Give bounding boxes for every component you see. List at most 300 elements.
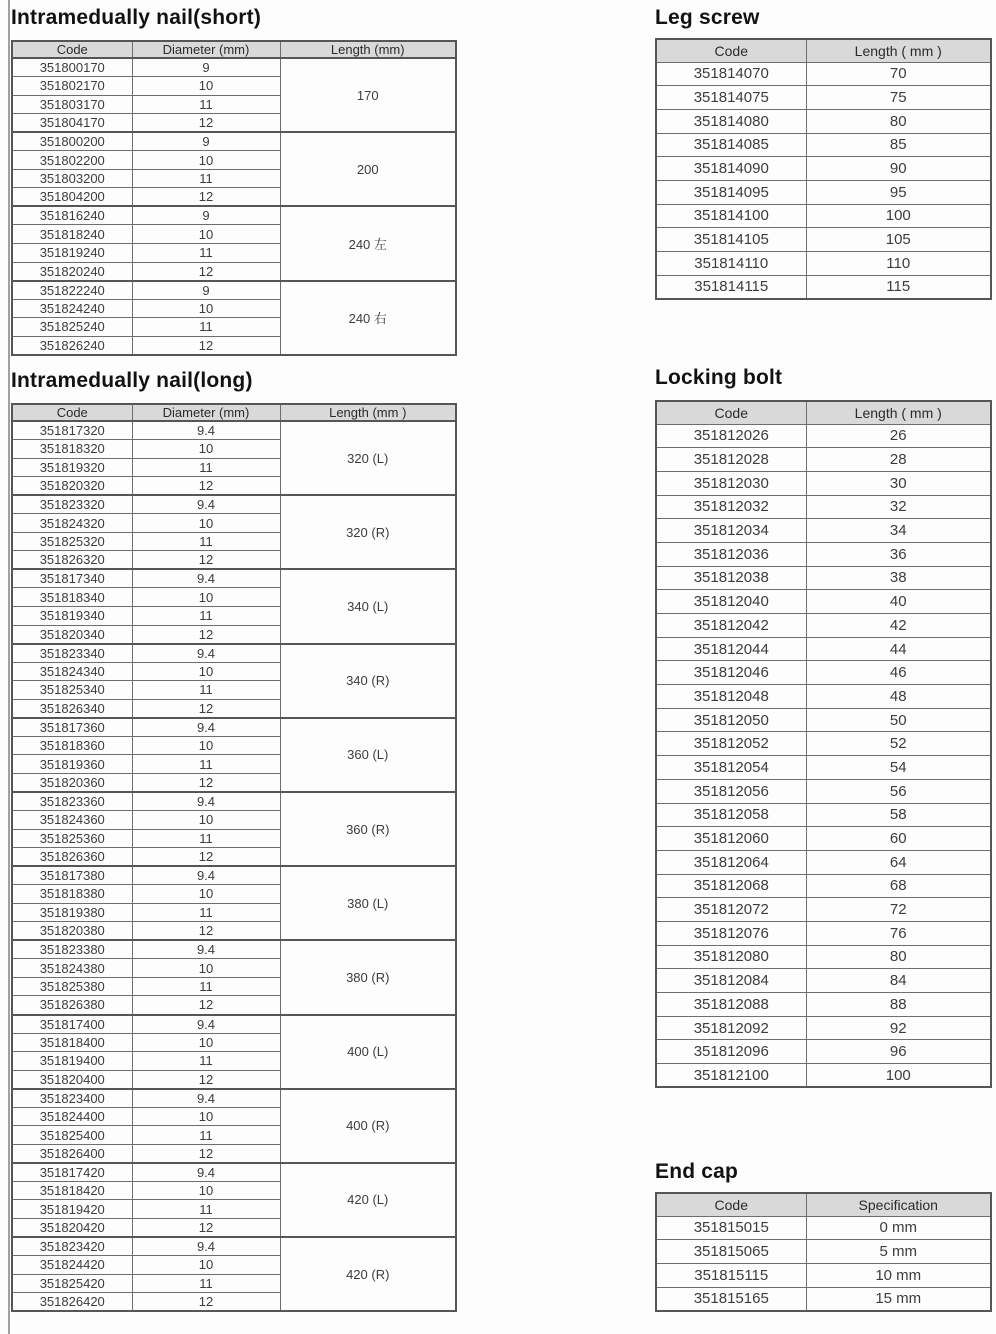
- value-cell: 60: [806, 827, 991, 851]
- table-row: [656, 803, 991, 827]
- code-cell: 351817380: [12, 866, 132, 885]
- diameter-cell: 9.4: [132, 940, 280, 959]
- code-cell: 351820320: [12, 477, 132, 496]
- diameter-cell: 12: [132, 922, 280, 941]
- table-row: [656, 1240, 991, 1264]
- diameter-cell: 12: [132, 773, 280, 792]
- header-row: [656, 1193, 991, 1216]
- code-cell: 351825360: [12, 829, 132, 848]
- diameter-cell: 9: [132, 281, 280, 300]
- table-row: [656, 1040, 991, 1064]
- value-cell: 58: [806, 803, 991, 827]
- table-row: [656, 708, 991, 732]
- code-cell: 351825340: [12, 681, 132, 700]
- column-header: Length ( mm ): [806, 39, 991, 62]
- diameter-cell: 9: [132, 206, 280, 225]
- code-cell: 351824240: [12, 299, 132, 318]
- table-row: [656, 850, 991, 874]
- diameter-cell: 11: [132, 95, 280, 114]
- table-row: [656, 133, 991, 157]
- value-cell: 92: [806, 1016, 991, 1040]
- code-cell: 351818380: [12, 885, 132, 904]
- code-cell: 351819320: [12, 458, 132, 477]
- nail-long-title: Intramedually nail(long): [11, 369, 253, 392]
- diameter-cell: 9.4: [132, 1163, 280, 1182]
- table-row: [656, 874, 991, 898]
- table-row: [656, 779, 991, 803]
- value-cell: 28: [806, 448, 991, 472]
- page-edge-line: [8, 0, 10, 1334]
- table-row: [656, 519, 991, 543]
- diameter-cell: 10: [132, 736, 280, 755]
- length-group-cell: 340 (L): [280, 569, 456, 643]
- table-row: [12, 1015, 456, 1034]
- code-cell: 351826380: [12, 996, 132, 1015]
- table-row: [656, 180, 991, 204]
- end-cap-table: [655, 1192, 992, 1312]
- code-cell: 351812060: [656, 827, 806, 851]
- diameter-cell: 10: [132, 959, 280, 978]
- code-cell: 351826360: [12, 848, 132, 867]
- diameter-cell: 11: [132, 903, 280, 922]
- table-row: [656, 898, 991, 922]
- code-cell: 351814105: [656, 228, 806, 252]
- table-row: [656, 62, 991, 86]
- code-cell: 351812042: [656, 614, 806, 638]
- code-cell: 351803170: [12, 95, 132, 114]
- code-cell: 351820420: [12, 1219, 132, 1238]
- diameter-cell: 12: [132, 625, 280, 644]
- diameter-cell: 12: [132, 996, 280, 1015]
- diameter-cell: 10: [132, 1107, 280, 1126]
- code-cell: 351823380: [12, 940, 132, 959]
- code-cell: 351823420: [12, 1237, 132, 1256]
- table-row: [12, 281, 456, 300]
- code-cell: 351814100: [656, 204, 806, 228]
- diameter-cell: 9.4: [132, 1089, 280, 1108]
- code-cell: 351818420: [12, 1181, 132, 1200]
- code-cell: 351803200: [12, 169, 132, 188]
- diameter-cell: 12: [132, 1219, 280, 1238]
- table-row: [12, 569, 456, 588]
- value-cell: 115: [806, 275, 991, 299]
- value-cell: 95: [806, 180, 991, 204]
- value-cell: 70: [806, 62, 991, 86]
- diameter-cell: 10: [132, 885, 280, 904]
- table-row: [656, 921, 991, 945]
- table-row: [656, 614, 991, 638]
- table-row: [656, 993, 991, 1017]
- code-cell: 351815065: [656, 1240, 806, 1264]
- header-row: [12, 404, 456, 421]
- code-cell: 351812084: [656, 969, 806, 993]
- diameter-cell: 11: [132, 169, 280, 188]
- length-group-cell: 360 (L): [280, 718, 456, 792]
- code-cell: 351818320: [12, 440, 132, 459]
- diameter-cell: 11: [132, 318, 280, 337]
- code-cell: 351824360: [12, 810, 132, 829]
- table-row: [12, 132, 456, 151]
- value-cell: 0 mm: [806, 1216, 991, 1240]
- code-cell: 351814075: [656, 86, 806, 110]
- diameter-cell: 9.4: [132, 792, 280, 811]
- column-header: Code: [656, 401, 806, 424]
- code-cell: 351814115: [656, 275, 806, 299]
- code-cell: 351814085: [656, 133, 806, 157]
- code-cell: 351823320: [12, 495, 132, 514]
- code-cell: 351802200: [12, 151, 132, 170]
- value-cell: 15 mm: [806, 1287, 991, 1311]
- code-cell: 351820240: [12, 262, 132, 281]
- code-cell: 351812096: [656, 1040, 806, 1064]
- table-row: [12, 940, 456, 959]
- value-cell: 75: [806, 86, 991, 110]
- value-cell: 80: [806, 945, 991, 969]
- length-group-cell: 380 (R): [280, 940, 456, 1014]
- value-cell: 10 mm: [806, 1263, 991, 1287]
- diameter-cell: 10: [132, 151, 280, 170]
- diameter-cell: 12: [132, 477, 280, 496]
- table-row: [12, 495, 456, 514]
- code-cell: 351815015: [656, 1216, 806, 1240]
- code-cell: 351819380: [12, 903, 132, 922]
- diameter-cell: 11: [132, 1274, 280, 1293]
- table-row: [656, 1016, 991, 1040]
- table-row: [656, 109, 991, 133]
- diameter-cell: 10: [132, 662, 280, 681]
- code-cell: 351825320: [12, 532, 132, 551]
- code-cell: 351804200: [12, 188, 132, 207]
- table-row: [656, 566, 991, 590]
- code-cell: 351812056: [656, 779, 806, 803]
- length-group-cell: 320 (L): [280, 421, 456, 495]
- diameter-cell: 11: [132, 1126, 280, 1145]
- diameter-cell: 9.4: [132, 495, 280, 514]
- code-cell: 351812052: [656, 732, 806, 756]
- code-cell: 351826240: [12, 336, 132, 355]
- value-cell: 32: [806, 495, 991, 519]
- length-group-cell: 400 (R): [280, 1089, 456, 1163]
- length-group-cell: 200: [280, 132, 456, 206]
- table-row: [12, 1089, 456, 1108]
- value-cell: 44: [806, 637, 991, 661]
- diameter-cell: 9.4: [132, 1015, 280, 1034]
- table-row: [656, 86, 991, 110]
- diameter-cell: 12: [132, 188, 280, 207]
- diameter-cell: 10: [132, 299, 280, 318]
- table-row: [12, 421, 456, 440]
- diameter-cell: 9.4: [132, 421, 280, 440]
- value-cell: 42: [806, 614, 991, 638]
- code-cell: 351812100: [656, 1064, 806, 1088]
- diameter-cell: 11: [132, 681, 280, 700]
- length-group-cell: 380 (L): [280, 866, 456, 940]
- locking-bolt-table: [655, 400, 992, 1088]
- code-cell: 351823360: [12, 792, 132, 811]
- code-cell: 351819420: [12, 1200, 132, 1219]
- code-cell: 351825380: [12, 977, 132, 996]
- diameter-cell: 12: [132, 262, 280, 281]
- diameter-cell: 11: [132, 829, 280, 848]
- column-header: Length (mm): [280, 41, 456, 58]
- code-cell: 351812050: [656, 708, 806, 732]
- value-cell: 38: [806, 566, 991, 590]
- length-group-cell: 400 (L): [280, 1015, 456, 1089]
- table-row: [656, 1263, 991, 1287]
- code-cell: 351812076: [656, 921, 806, 945]
- diameter-cell: 10: [132, 1033, 280, 1052]
- value-cell: 52: [806, 732, 991, 756]
- diameter-cell: 10: [132, 77, 280, 96]
- diameter-cell: 12: [132, 114, 280, 133]
- table-row: [656, 204, 991, 228]
- length-group-cell: 240 左: [280, 206, 456, 280]
- code-cell: 351817320: [12, 421, 132, 440]
- table-row: [12, 206, 456, 225]
- code-cell: 351817420: [12, 1163, 132, 1182]
- code-cell: 351812088: [656, 993, 806, 1017]
- code-cell: 351812080: [656, 945, 806, 969]
- value-cell: 34: [806, 519, 991, 543]
- header-row: [12, 41, 456, 58]
- code-cell: 351820360: [12, 773, 132, 792]
- value-cell: 96: [806, 1040, 991, 1064]
- code-cell: 351816240: [12, 206, 132, 225]
- value-cell: 56: [806, 779, 991, 803]
- code-cell: 351817400: [12, 1015, 132, 1034]
- table-row: [656, 275, 991, 299]
- code-cell: 351814110: [656, 252, 806, 276]
- table-row: [12, 644, 456, 663]
- table-row: [656, 471, 991, 495]
- table-row: [656, 157, 991, 181]
- code-cell: 351826400: [12, 1144, 132, 1163]
- code-cell: 351812092: [656, 1016, 806, 1040]
- column-header: Code: [656, 39, 806, 62]
- diameter-cell: 10: [132, 440, 280, 459]
- code-cell: 351812048: [656, 685, 806, 709]
- code-cell: 351812026: [656, 424, 806, 448]
- table-row: [656, 495, 991, 519]
- diameter-cell: 11: [132, 1200, 280, 1219]
- table-row: [656, 732, 991, 756]
- diameter-cell: 9.4: [132, 644, 280, 663]
- value-cell: 68: [806, 874, 991, 898]
- diameter-cell: 10: [132, 810, 280, 829]
- value-cell: 64: [806, 850, 991, 874]
- code-cell: 351812040: [656, 590, 806, 614]
- length-group-cell: 420 (R): [280, 1237, 456, 1311]
- diameter-cell: 9: [132, 132, 280, 151]
- code-cell: 351812036: [656, 542, 806, 566]
- diameter-cell: 9.4: [132, 1237, 280, 1256]
- code-cell: 351824380: [12, 959, 132, 978]
- diameter-cell: 12: [132, 1070, 280, 1089]
- code-cell: 351814090: [656, 157, 806, 181]
- table-row: [656, 542, 991, 566]
- diameter-cell: 10: [132, 1256, 280, 1275]
- table-row: [656, 969, 991, 993]
- table-row: [12, 1237, 456, 1256]
- table-row: [656, 424, 991, 448]
- code-cell: 351819400: [12, 1052, 132, 1071]
- table-row: [656, 448, 991, 472]
- code-cell: 351812044: [656, 637, 806, 661]
- value-cell: 30: [806, 471, 991, 495]
- code-cell: 351826320: [12, 551, 132, 570]
- table-row: [656, 1216, 991, 1240]
- table-row: [656, 637, 991, 661]
- value-cell: 105: [806, 228, 991, 252]
- code-cell: 351812038: [656, 566, 806, 590]
- table-row: [656, 685, 991, 709]
- column-header: Code: [656, 1193, 806, 1216]
- code-cell: 351800170: [12, 58, 132, 77]
- value-cell: 40: [806, 590, 991, 614]
- value-cell: 80: [806, 109, 991, 133]
- column-header: Length (mm ): [280, 404, 456, 421]
- code-cell: 351815115: [656, 1263, 806, 1287]
- code-cell: 351817340: [12, 569, 132, 588]
- diameter-cell: 11: [132, 532, 280, 551]
- code-cell: 351818400: [12, 1033, 132, 1052]
- code-cell: 351814080: [656, 109, 806, 133]
- code-cell: 351820400: [12, 1070, 132, 1089]
- code-cell: 351812032: [656, 495, 806, 519]
- diameter-cell: 9: [132, 58, 280, 77]
- table-row: [12, 792, 456, 811]
- value-cell: 88: [806, 993, 991, 1017]
- code-cell: 351824420: [12, 1256, 132, 1275]
- length-group-cell: 340 (R): [280, 644, 456, 718]
- value-cell: 110: [806, 252, 991, 276]
- length-group-cell: 170: [280, 58, 456, 132]
- code-cell: 351812054: [656, 756, 806, 780]
- code-cell: 351820380: [12, 922, 132, 941]
- code-cell: 351819340: [12, 606, 132, 625]
- table-row: [656, 827, 991, 851]
- header-row: [656, 39, 991, 62]
- value-cell: 50: [806, 708, 991, 732]
- table-row: [656, 945, 991, 969]
- length-group-cell: 240 右: [280, 281, 456, 355]
- diameter-cell: 12: [132, 1293, 280, 1312]
- diameter-cell: 10: [132, 588, 280, 607]
- value-cell: 100: [806, 1064, 991, 1088]
- code-cell: 351825420: [12, 1274, 132, 1293]
- diameter-cell: 12: [132, 551, 280, 570]
- code-cell: 351819240: [12, 243, 132, 262]
- code-cell: 351800200: [12, 132, 132, 151]
- code-cell: 351825400: [12, 1126, 132, 1145]
- leg-screw-table: [655, 38, 992, 300]
- code-cell: 351812030: [656, 471, 806, 495]
- code-cell: 351814095: [656, 180, 806, 204]
- diameter-cell: 10: [132, 514, 280, 533]
- code-cell: 351826340: [12, 699, 132, 718]
- code-cell: 351824340: [12, 662, 132, 681]
- table-row: [12, 1163, 456, 1182]
- code-cell: 351822240: [12, 281, 132, 300]
- table-row: [656, 1287, 991, 1311]
- table-row: [656, 590, 991, 614]
- diameter-cell: 12: [132, 1144, 280, 1163]
- table-row: [656, 228, 991, 252]
- value-cell: 5 mm: [806, 1240, 991, 1264]
- diameter-cell: 11: [132, 755, 280, 774]
- value-cell: 36: [806, 542, 991, 566]
- diameter-cell: 10: [132, 225, 280, 244]
- value-cell: 90: [806, 157, 991, 181]
- nail-short-title: Intramedually nail(short): [11, 6, 262, 29]
- value-cell: 26: [806, 424, 991, 448]
- code-cell: 351819360: [12, 755, 132, 774]
- table-row: [656, 756, 991, 780]
- column-header: Code: [12, 404, 132, 421]
- code-cell: 351812072: [656, 898, 806, 922]
- table-row: [12, 58, 456, 77]
- code-cell: 351824320: [12, 514, 132, 533]
- table-row: [12, 718, 456, 737]
- column-header: Specification: [806, 1193, 991, 1216]
- value-cell: 48: [806, 685, 991, 709]
- code-cell: 351802170: [12, 77, 132, 96]
- code-cell: 351820340: [12, 625, 132, 644]
- value-cell: 76: [806, 921, 991, 945]
- code-cell: 351812028: [656, 448, 806, 472]
- code-cell: 351804170: [12, 114, 132, 133]
- code-cell: 351814070: [656, 62, 806, 86]
- code-cell: 351812046: [656, 661, 806, 685]
- leg-screw-title: Leg screw: [655, 6, 760, 29]
- diameter-cell: 11: [132, 458, 280, 477]
- column-header: Diameter (mm): [132, 41, 280, 58]
- code-cell: 351824400: [12, 1107, 132, 1126]
- diameter-cell: 10: [132, 1181, 280, 1200]
- code-cell: 351812068: [656, 874, 806, 898]
- code-cell: 351823400: [12, 1089, 132, 1108]
- header-row: [656, 401, 991, 424]
- code-cell: 351826420: [12, 1293, 132, 1312]
- table-row: [656, 661, 991, 685]
- diameter-cell: 12: [132, 699, 280, 718]
- value-cell: 100: [806, 204, 991, 228]
- diameter-cell: 11: [132, 1052, 280, 1071]
- value-cell: 84: [806, 969, 991, 993]
- table-row: [656, 252, 991, 276]
- value-cell: 54: [806, 756, 991, 780]
- diameter-cell: 11: [132, 243, 280, 262]
- length-group-cell: 320 (R): [280, 495, 456, 569]
- diameter-cell: 9.4: [132, 718, 280, 737]
- diameter-cell: 12: [132, 848, 280, 867]
- end-cap-title: End cap: [655, 1160, 739, 1183]
- column-header: Length ( mm ): [806, 401, 991, 424]
- code-cell: 351818360: [12, 736, 132, 755]
- value-cell: 46: [806, 661, 991, 685]
- diameter-cell: 12: [132, 336, 280, 355]
- code-cell: 351812058: [656, 803, 806, 827]
- value-cell: 85: [806, 133, 991, 157]
- diameter-cell: 11: [132, 606, 280, 625]
- diameter-cell: 9.4: [132, 569, 280, 588]
- nail-long-table: [11, 403, 457, 1312]
- code-cell: 351823340: [12, 644, 132, 663]
- diameter-cell: 11: [132, 977, 280, 996]
- column-header: Code: [12, 41, 132, 58]
- table-row: [656, 1064, 991, 1088]
- nail-short-table: [11, 40, 457, 356]
